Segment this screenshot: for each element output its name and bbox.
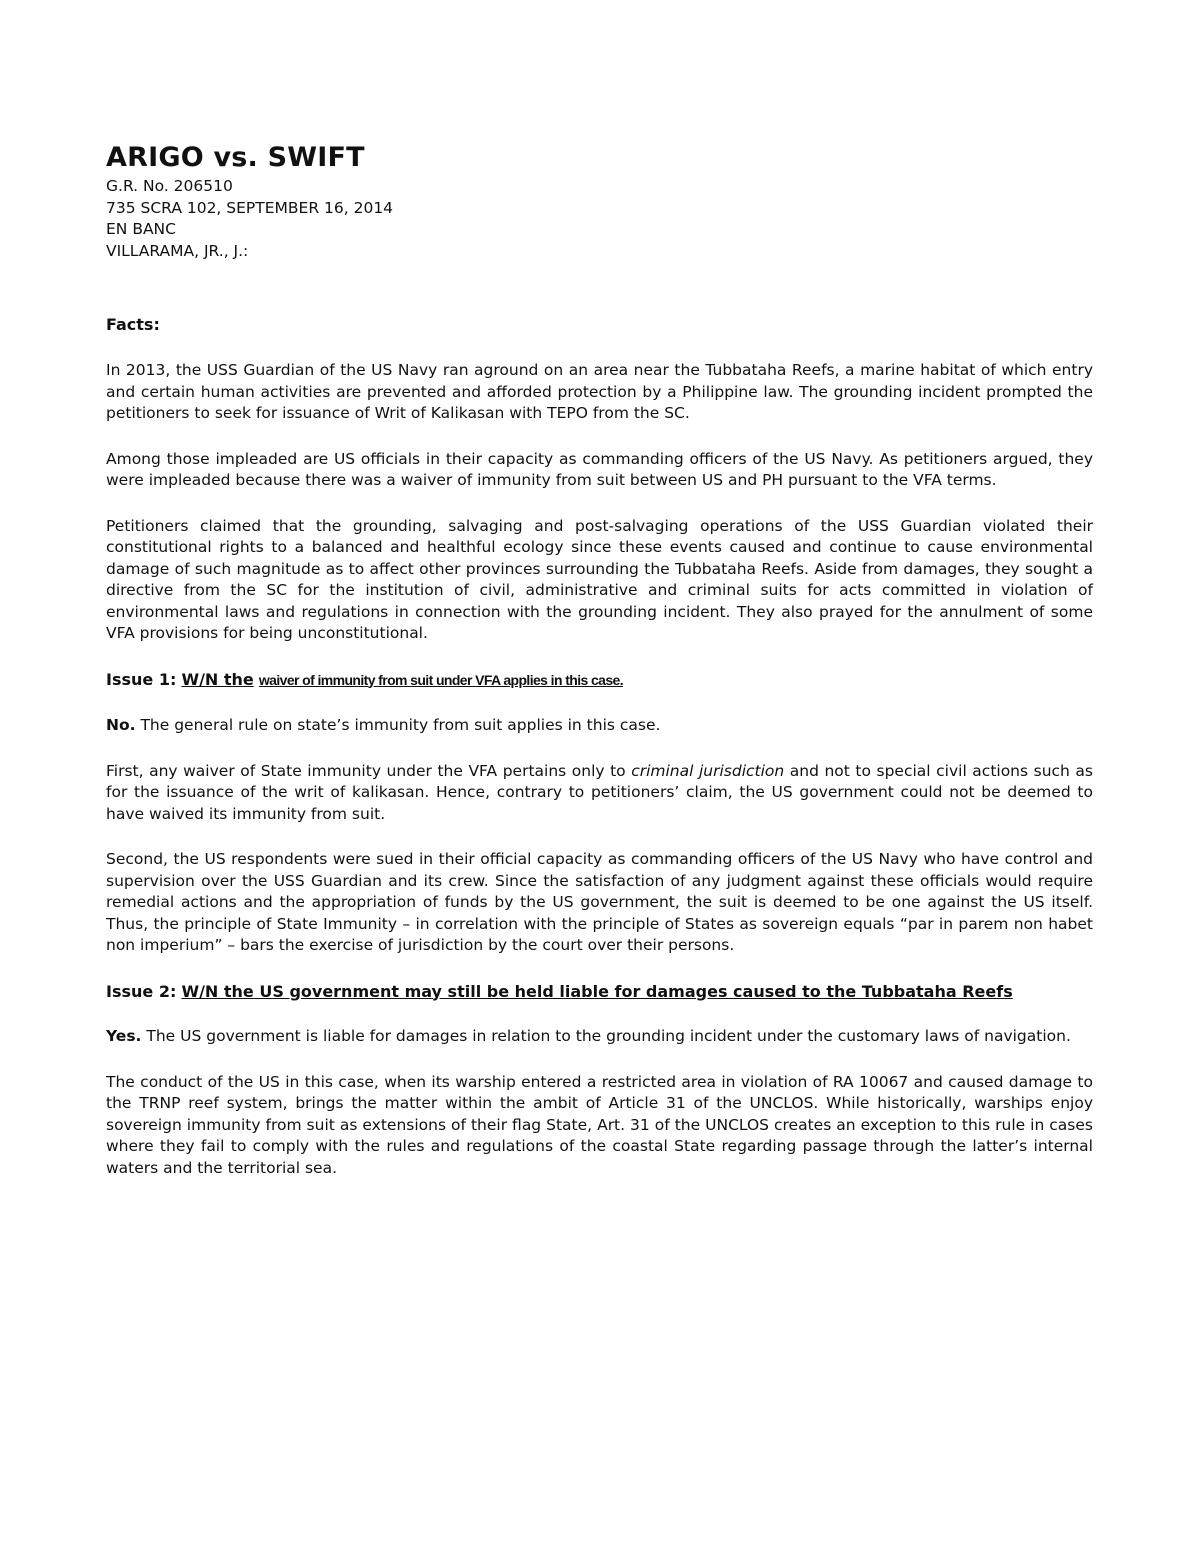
issue-1-heading [106, 669, 1093, 692]
issue-2-answer [106, 1026, 1093, 1048]
issue-1-first-ground [106, 761, 1093, 826]
case-citation: 735 SCRA 102, SEPTEMBER 16, 2014 [106, 198, 394, 217]
issue-1-question-lead: W/N the [181, 669, 254, 689]
case-division: EN BANC [106, 220, 176, 238]
issue-2-answer-text: The US government is liable for damages in relation to the grounding incident under the customary laws of navigation. [146, 1027, 1071, 1045]
issue-1-answer-verdict: No. [106, 716, 136, 734]
issue-1-first-b: and not to special civil actions such as for the issuance of the writ of kalikasan. Hence, contrary to petitioners’ claim, the US government could not be deemed to have waived its immunity from suit. [106, 761, 1093, 823]
facts-paragraph-2: Among those impleaded are US officials in their capacity as commanding officers of the US Navy. As petitioners argued, they were impleaded because there was a waiver of immunity from suit between US and PH pursuant to the VFA terms. [106, 449, 1093, 489]
issue-1-answer [106, 715, 1093, 737]
facts-heading: Facts: [106, 315, 160, 334]
issue-1-second-ground: Second, the US respondents were sued in their official capacity as commanding officers of the US Navy who have control and supervision over the USS Guardian and its crew. Since the satisfaction of any judgment against these officials would require remedial actions and the appropriation of funds by the US government, the suit is deemed to be one against the US itself. Thus, the principle of State Immunity – in correlation with the principle of States as sovereign equals “par in parem non habet non imperium” – bars the exercise of jurisdiction by the court over their persons. [106, 850, 1093, 954]
document-page [106, 140, 1093, 1179]
case-gr-number: G.R. No. 206510 [106, 177, 233, 195]
facts-paragraph-3: Petitioners claimed that the grounding, salvaging and post-salvaging operations of the USS Guardian violated their constitutional rights to a balanced and healthful ecology since these events caused and continue to cause environmental damage of such magnitude as to affect other provinces surrounding the Tubbataha Reefs. Aside from damages, they sought a directive from the SC for the institution of civil, administrative and criminal suits for acts committed in violation of environmental laws and regulations in connection with the grounding incident. They also prayed for the annulment of some VFA provisions for being unconstitutional. [106, 516, 1093, 642]
issue-1-first-a: First, any waiver of State immunity under the VFA pertains only to [106, 761, 626, 780]
issue-2-question: W/N the US government may still be held liable for damages caused to the Tubbataha Reefs [181, 981, 1013, 1001]
issue-2-paragraph-1: The conduct of the US in this case, when its warship entered a restricted area in violation of RA 10067 and caused damage to the TRNP reef system, brings the matter within the ambit of Article 31 of the UNCLOS. While historically, warships enjoy sovereign immunity from suit as extensions of their flag State, Art. 31 of the UNCLOS creates an exception to this rule in cases where they fail to comply with the rules and regulations of the coastal State regarding passage through the latter’s internal waters and the territorial sea. [106, 1072, 1093, 1177]
facts-paragraph-1: In 2013, the USS Guardian of the US Navy ran aground on an area near the Tubbataha Reefs, a marine habitat of which entry and certain human activities are prevented and afforded protection by a Philippine law. The grounding incident prompted the petitioners to seek for issuance of Writ of Kalikasan with TEPO from the SC. [106, 361, 1093, 422]
issue-1-question: waiver of immunity from suit under VFA applies in this case. [258, 671, 624, 688]
issue-1-first-emphasis: criminal jurisdiction [631, 761, 785, 780]
issue-2-heading [106, 981, 1093, 1003]
issue-1-answer-text: The general rule on state’s immunity from suit applies in this case. [140, 716, 661, 734]
issue-2-answer-verdict: Yes. [106, 1027, 142, 1045]
issue-2-label: Issue 2: [106, 981, 177, 1001]
issue-1-label: Issue 1: [106, 669, 177, 689]
case-title: ARIGO vs. SWIFT [106, 142, 365, 173]
case-ponente: VILLARAMA, JR., J.: [106, 241, 249, 260]
